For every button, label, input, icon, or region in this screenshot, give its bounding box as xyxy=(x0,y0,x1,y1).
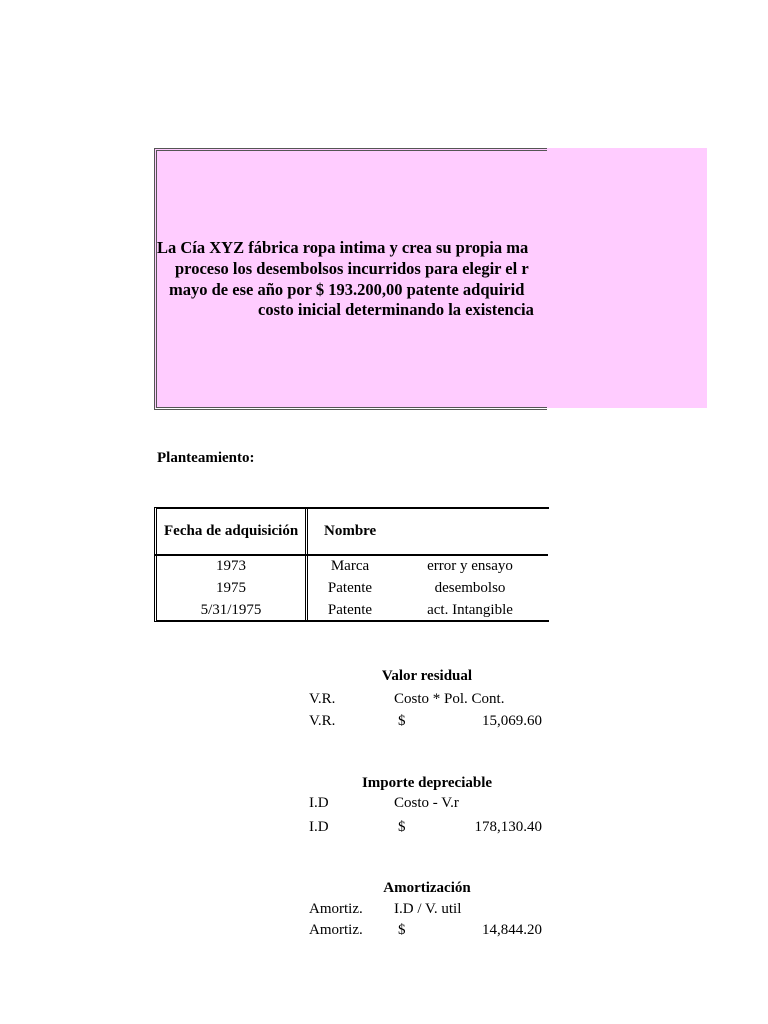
table-row-1-fecha: 1973 xyxy=(216,558,246,574)
valor-residual-result-label: V.R. xyxy=(309,713,336,729)
importe-depreciable-formula: Costo - V.r xyxy=(394,795,459,811)
table-row-3-fecha: 5/31/1975 xyxy=(200,602,262,618)
importe-depreciable-formula-label: I.D xyxy=(309,795,329,811)
table-row-1-nombre: Marca xyxy=(330,558,370,574)
table-row-2-nombre: Patente xyxy=(327,580,373,596)
problem-statement xyxy=(155,150,547,406)
table-row-2-detalle: desembolso xyxy=(434,580,506,596)
amortizacion-formula-label: Amortiz. xyxy=(309,901,363,917)
importe-depreciable-value: 178,130.40 xyxy=(474,819,542,835)
importe-depreciable-result-label: I.D xyxy=(309,819,329,835)
amortizacion-title: Amortización xyxy=(383,880,471,896)
table-row-1-detalle: error y ensayo xyxy=(427,558,513,574)
valor-residual-formula-label: V.R. xyxy=(309,691,336,707)
valor-residual-title: Valor residual xyxy=(381,668,473,684)
amortizacion-formula: I.D / V. util xyxy=(394,901,462,917)
amortizacion-value: 14,844.20 xyxy=(482,922,542,938)
problem-line-4: costo inicial determinando la existencia xyxy=(258,300,534,319)
importe-depreciable-title: Importe depreciable xyxy=(361,775,493,791)
amortizacion-result-label: Amortiz. xyxy=(309,922,363,938)
table-header-divider xyxy=(154,554,548,556)
header-fecha: Fecha de adquisición xyxy=(164,523,299,539)
table-row-3-nombre: Patente xyxy=(327,602,373,618)
valor-residual-currency: $ xyxy=(398,713,406,729)
valor-residual-value: 15,069.60 xyxy=(482,713,542,729)
valor-residual-formula: Costo * Pol. Cont. xyxy=(394,691,505,707)
problem-line-1: La Cía XYZ fábrica ropa intima y crea su propia ma xyxy=(157,238,529,257)
table-row-2-fecha: 1975 xyxy=(216,580,246,596)
header-nombre: Nombre xyxy=(324,523,377,539)
table-row-3-detalle: act. Intangible xyxy=(427,602,513,618)
problem-line-2: proceso los desembolsos incurridos para elegir el r xyxy=(175,259,529,278)
amortizacion-currency: $ xyxy=(398,922,406,938)
planteamiento-heading: Planteamiento: xyxy=(157,450,255,466)
problem-line-3: mayo de ese año por $ 193.200,00 patente adquirid xyxy=(169,280,525,299)
importe-depreciable-currency: $ xyxy=(398,819,406,835)
